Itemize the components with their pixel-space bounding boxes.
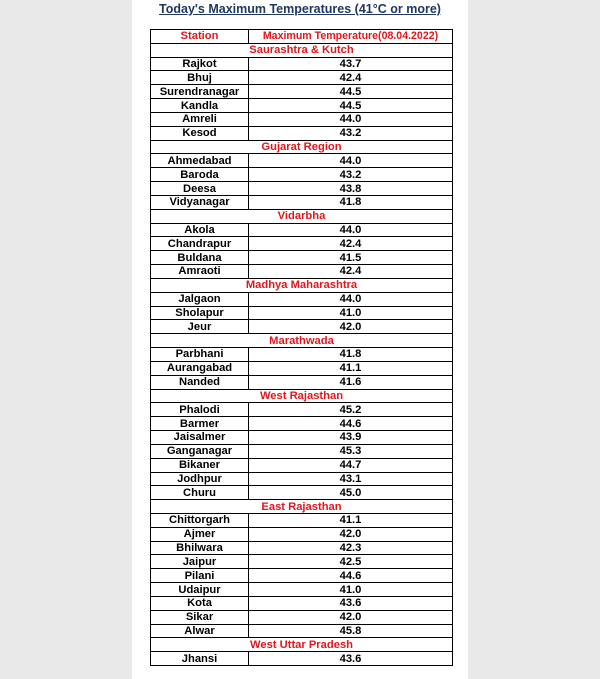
station-name: Pilani — [151, 569, 249, 583]
table-row — [151, 292, 453, 306]
region-name: Gujarat Region — [151, 140, 453, 154]
station-name: Chittorgarh — [151, 513, 249, 527]
max-temperature-value: 42.0 — [249, 527, 453, 541]
table-row — [151, 417, 453, 431]
max-temperature-value: 44.6 — [249, 417, 453, 431]
max-temperature-value: 44.0 — [249, 292, 453, 306]
station-name: Aurangabad — [151, 361, 249, 375]
station-name: Ganganagar — [151, 444, 249, 458]
max-temperature-value: 44.0 — [249, 154, 453, 168]
table-row — [151, 168, 453, 182]
max-temperature-value: 42.0 — [249, 610, 453, 624]
max-temperature-value: 42.4 — [249, 265, 453, 279]
station-name: Barmer — [151, 417, 249, 431]
max-temperature-value: 44.0 — [249, 112, 453, 126]
table-row — [151, 444, 453, 458]
station-name: Bikaner — [151, 458, 249, 472]
station-name: Amraoti — [151, 265, 249, 279]
table-row — [151, 569, 453, 583]
table-row — [151, 541, 453, 555]
station-name: Jeur — [151, 320, 249, 334]
table-row — [151, 458, 453, 472]
max-temperature-value: 41.5 — [249, 251, 453, 265]
max-temperature-value: 41.8 — [249, 195, 453, 209]
table-row — [151, 223, 453, 237]
max-temperature-value: 42.5 — [249, 555, 453, 569]
max-temperature-value: 45.0 — [249, 486, 453, 500]
station-name: Bhilwara — [151, 541, 249, 555]
station-name: Parbhani — [151, 348, 249, 362]
station-name: Udaipur — [151, 583, 249, 597]
station-name: Vidyanagar — [151, 195, 249, 209]
table-row — [151, 112, 453, 126]
max-temperature-value: 41.6 — [249, 375, 453, 389]
page-title: Today's Maximum Temperatures (41°C or more) — [159, 2, 441, 16]
table-row — [151, 403, 453, 417]
max-temperature-value: 44.5 — [249, 85, 453, 99]
max-temperature-value: 42.3 — [249, 541, 453, 555]
table-row — [151, 375, 453, 389]
max-temperature-value: 43.7 — [249, 57, 453, 71]
station-name: Ajmer — [151, 527, 249, 541]
region-name: Vidarbha — [151, 209, 453, 223]
station-name: Jaisalmer — [151, 431, 249, 445]
max-temperature-value: 43.2 — [249, 168, 453, 182]
table-row — [151, 320, 453, 334]
station-name: Bhuj — [151, 71, 249, 85]
station-name: Jodhpur — [151, 472, 249, 486]
region-name: Madhya Maharashtra — [151, 278, 453, 292]
station-name: Churu — [151, 486, 249, 500]
table-row — [151, 251, 453, 265]
temperature-column-header: Maximum Temperature(08.04.2022) — [249, 30, 453, 44]
document-page — [132, 0, 468, 679]
station-name: Kandla — [151, 99, 249, 113]
temperature-table — [150, 29, 453, 666]
station-name: Buldana — [151, 251, 249, 265]
station-name: Jhansi — [151, 652, 249, 666]
table-row — [151, 513, 453, 527]
table-row — [151, 57, 453, 71]
table-row — [151, 431, 453, 445]
station-name: Sikar — [151, 610, 249, 624]
table-row — [151, 583, 453, 597]
table-row — [151, 555, 453, 569]
table-row — [151, 237, 453, 251]
region-name: East Rajasthan — [151, 500, 453, 514]
max-temperature-value: 43.6 — [249, 652, 453, 666]
max-temperature-value: 41.0 — [249, 306, 453, 320]
table-row — [151, 527, 453, 541]
table-header-row — [151, 30, 453, 44]
table-row — [151, 624, 453, 638]
max-temperature-value: 44.5 — [249, 99, 453, 113]
station-name: Sholapur — [151, 306, 249, 320]
max-temperature-value: 44.7 — [249, 458, 453, 472]
table-row — [151, 596, 453, 610]
table-row — [151, 486, 453, 500]
region-header-row — [151, 43, 453, 57]
table-row — [151, 652, 453, 666]
region-header-row — [151, 334, 453, 348]
table-row — [151, 99, 453, 113]
max-temperature-value: 43.2 — [249, 126, 453, 140]
table-row — [151, 126, 453, 140]
station-name: Ahmedabad — [151, 154, 249, 168]
table-row — [151, 610, 453, 624]
station-name: Kota — [151, 596, 249, 610]
station-name: Amreli — [151, 112, 249, 126]
station-name: Akola — [151, 223, 249, 237]
max-temperature-value: 42.0 — [249, 320, 453, 334]
station-name: Jaipur — [151, 555, 249, 569]
table-row — [151, 71, 453, 85]
region-name: Marathwada — [151, 334, 453, 348]
max-temperature-value: 45.3 — [249, 444, 453, 458]
station-name: Nanded — [151, 375, 249, 389]
max-temperature-value: 44.6 — [249, 569, 453, 583]
max-temperature-value: 43.6 — [249, 596, 453, 610]
max-temperature-value: 41.8 — [249, 348, 453, 362]
table-row — [151, 306, 453, 320]
max-temperature-value: 42.4 — [249, 237, 453, 251]
table-row — [151, 182, 453, 196]
max-temperature-value: 44.0 — [249, 223, 453, 237]
table-row — [151, 195, 453, 209]
station-name: Baroda — [151, 168, 249, 182]
station-name: Chandrapur — [151, 237, 249, 251]
region-name: West Uttar Pradesh — [151, 638, 453, 652]
station-name: Surendranagar — [151, 85, 249, 99]
region-header-row — [151, 500, 453, 514]
max-temperature-value: 43.9 — [249, 431, 453, 445]
max-temperature-value: 45.2 — [249, 403, 453, 417]
table-row — [151, 348, 453, 362]
table-row — [151, 472, 453, 486]
table-row — [151, 85, 453, 99]
table-row — [151, 361, 453, 375]
max-temperature-value: 41.0 — [249, 583, 453, 597]
region-name: Saurashtra & Kutch — [151, 43, 453, 57]
region-header-row — [151, 209, 453, 223]
station-name: Jalgaon — [151, 292, 249, 306]
max-temperature-value: 43.1 — [249, 472, 453, 486]
station-name: Phalodi — [151, 403, 249, 417]
region-header-row — [151, 140, 453, 154]
table-row — [151, 265, 453, 279]
region-name: West Rajasthan — [151, 389, 453, 403]
max-temperature-value: 43.8 — [249, 182, 453, 196]
table-body — [151, 43, 453, 665]
station-column-header: Station — [151, 30, 249, 44]
max-temperature-value: 41.1 — [249, 361, 453, 375]
max-temperature-value: 45.8 — [249, 624, 453, 638]
max-temperature-value: 41.1 — [249, 513, 453, 527]
station-name: Alwar — [151, 624, 249, 638]
region-header-row — [151, 389, 453, 403]
station-name: Kesod — [151, 126, 249, 140]
max-temperature-value: 42.4 — [249, 71, 453, 85]
region-header-row — [151, 638, 453, 652]
station-name: Rajkot — [151, 57, 249, 71]
table-row — [151, 154, 453, 168]
region-header-row — [151, 278, 453, 292]
station-name: Deesa — [151, 182, 249, 196]
